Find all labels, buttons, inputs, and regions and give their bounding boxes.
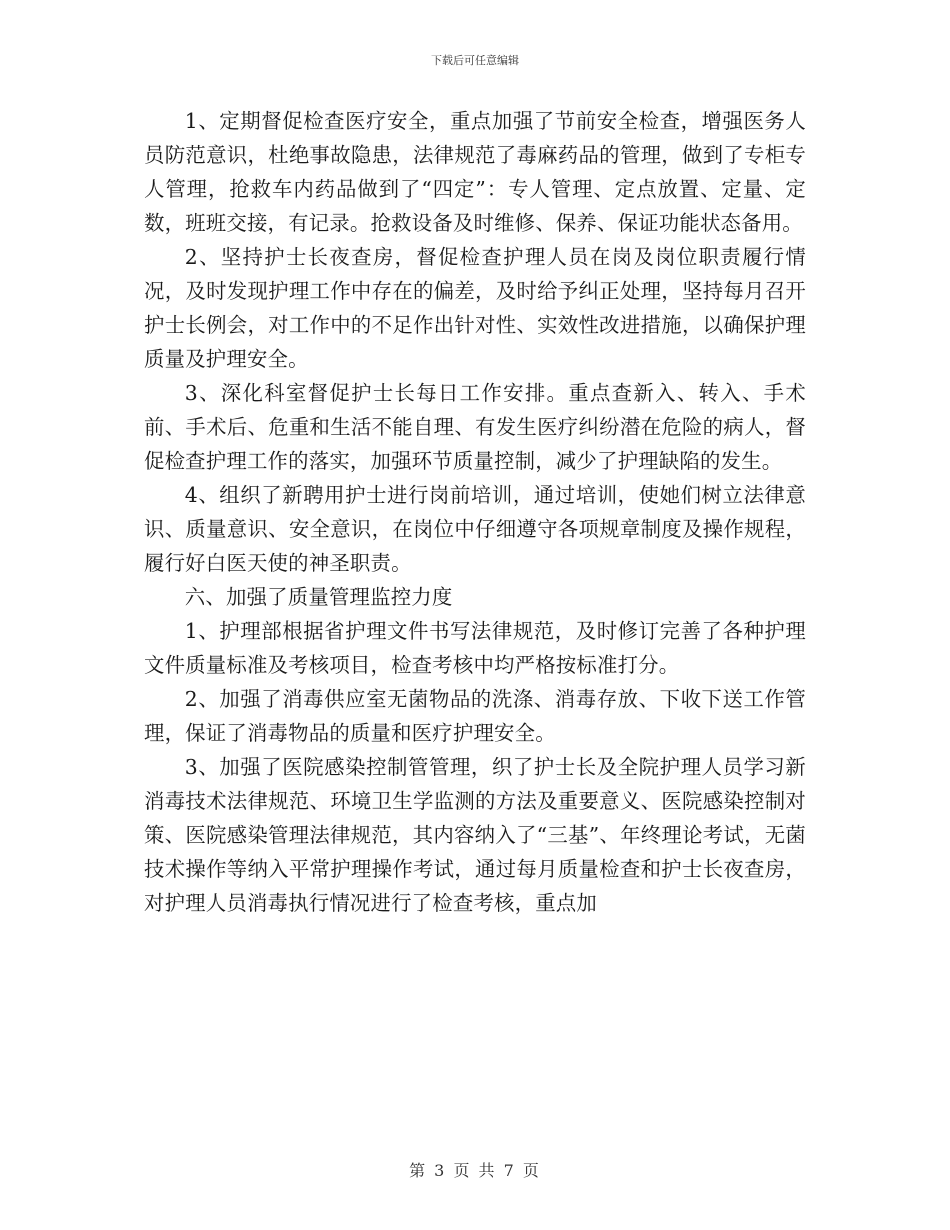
- paragraph-6: 2、加强了消毒供应室无菌物品的洗涤、消毒存放、下收下送工作管理，保证了消毒物品的质量和医疗护理安全。: [144, 687, 806, 745]
- document-body: [144, 104, 806, 920]
- paragraph-3: 3、深化科室督促护士长每日工作安排。重点查新入、转入、手术前、手术后、危重和生活不能自理、有发生医疗纠纷潜在危险的病人，督促检查护理工作的落实，加强环节质量控制，减少了护理缺陷的发生。: [144, 381, 806, 473]
- page-header: 下载后可任意编辑: [431, 54, 519, 67]
- page-number: 第 3 页 共 7 页: [409, 1161, 541, 1180]
- paragraph-2: 2、坚持护士长夜查房，督促检查护理人员在岗及岗位职责履行情况，及时发现护理工作中存在的偏差，及时给予纠正处理，坚持每月召开护士长例会，对工作中的不足作出针对性、实效性改进措施，以确保护理质量及护理安全。: [144, 245, 806, 371]
- paragraph-4: 4、组织了新聘用护士进行岗前培训，通过培训，使她们树立法律意识、质量意识、安全意识，在岗位中仔细遵守各项规章制度及操作规程，履行好白医天使的神圣职责。: [144, 483, 806, 575]
- paragraph-5: 1、护理部根据省护理文件书写法律规范，及时修订完善了各种护理文件质量标准及考核项目，检查考核中均严格按标准打分。: [144, 619, 806, 677]
- paragraph-7: 3、加强了医院感染控制管管理，织了护士长及全院护理人员学习新消毒技术法律规范、环境卫生学监测的方法及重要意义、医院感染控制对策、医院感染管理法律规范，其内容纳入了“三基”、年终理论考试，无菌技术操作等纳入平常护理操作考试，通过每月质量检查和护士长夜查房，对护理人员消毒执行情况进行了检查考核，重点加: [144, 755, 806, 915]
- paragraph-1: 1、定期督促检查医疗安全，重点加强了节前安全检查，增强医务人员防范意识，杜绝事故隐患，法律规范了毒麻药品的管理，做到了专柜专人管理，抢救车内药品做到了“四定”：专人管理、定点放置、定量、定数，班班交接，有记录。抢救设备及时维修、保养、保证功能状态备用。: [144, 109, 806, 235]
- section-heading: 六、加强了质量管理监控力度: [184, 585, 453, 609]
